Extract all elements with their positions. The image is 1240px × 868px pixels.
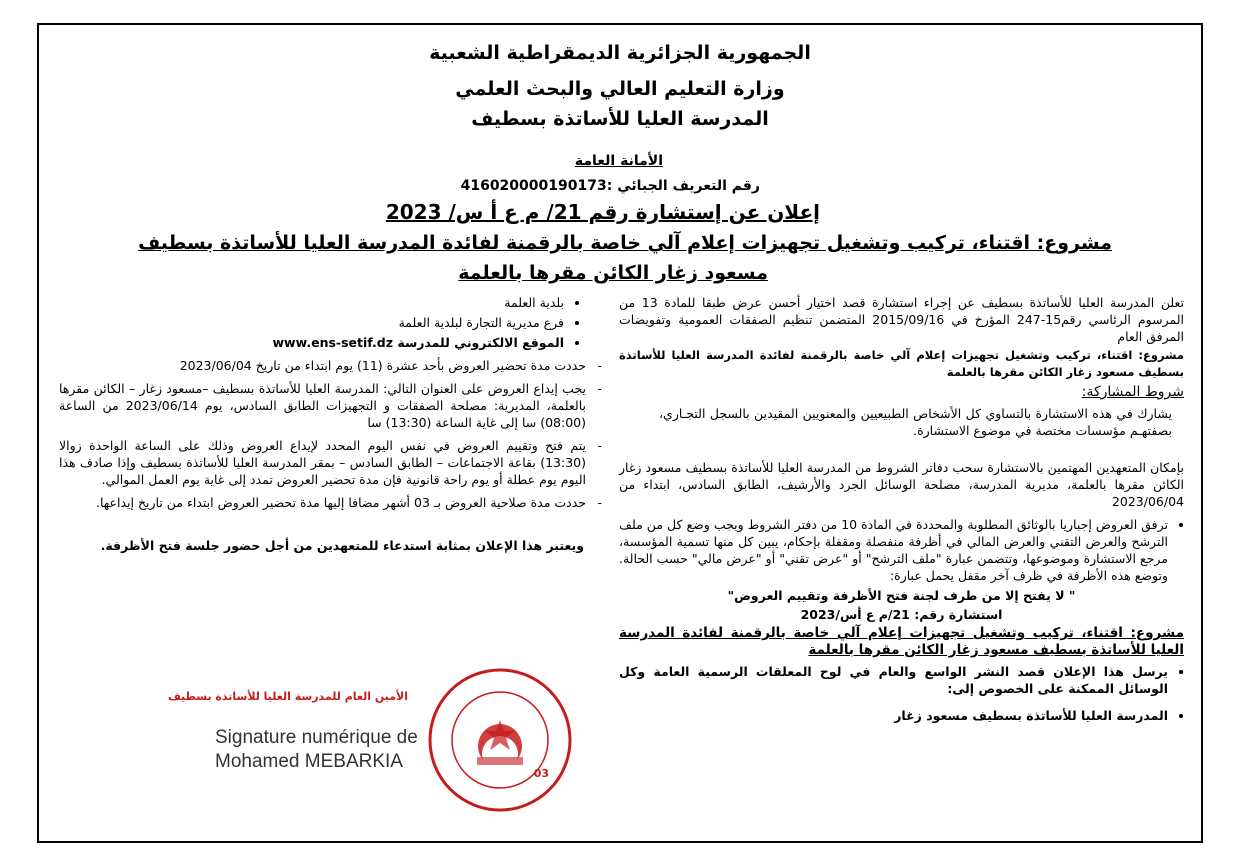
recipient-text: بلدية العلمة	[504, 295, 564, 310]
info-text: حددت مدة تحضير العروض بأحد عشرة (11) يوم ابتداء من تاريخ 2023/06/04	[179, 358, 586, 373]
stamp-title: الأمين العام للمدرسة العليا للأساتذة بسطيف	[167, 690, 408, 703]
intro-paragraph: تعلن المدرسة العليا للأساتذة بسطيف عن إجراء استشارة قصد اختيار أحسن عرض طبقا للمادة 13 من المرسوم الرئاسي رقم15-247 المؤرخ في 2015/09/16 المتضمن تنظيم الصفقات العمومية وتفويضات المرفق العام	[619, 295, 1184, 344]
project-repeat: مشروع: اقتناء، تركيب وتشغيل تجهيزات إعلام آلي خاصة بالرقمنة لفائدة المدرسة العليا للأساتذة بسطيف مسعود زغار الكائن مقرها بالعلمة	[619, 625, 1184, 658]
digital-signature-line2: Mohamed MEBARKIA	[215, 751, 403, 772]
stamp-ring-text	[425, 665, 431, 668]
announcement-title: إعلان عن إستشارة رقم 21/ م ع أ س/ 2023	[385, 200, 820, 224]
offers-item	[619, 516, 1168, 584]
svg-text:وزارة التعليم العالي والبحث ال	[425, 665, 431, 668]
recipient-text: فرع مديرية التجارة لبلدية العلمة	[398, 315, 564, 330]
info-item	[59, 437, 604, 488]
conditions-title: شروط المشاركة:	[1081, 384, 1184, 400]
publish-item	[619, 663, 1168, 697]
recipient-item	[59, 294, 564, 311]
info-text: يتم فتح وتقييم العروض في نفس اليوم المحدد لإيداع العروض وذلك على الساعة الواحدة زوالا (13:30) بقاعة الاجتماعات – الطابق السادس – بمقر المدرسة العليا للأساتذة بسطيف وإذا صادف هذا اليوم يوم عطلة أو يوم راحة قانونية فإن مدة تحضير العروض تمدد إلى غاية يوم العمل الموالي.	[59, 438, 586, 487]
republic-title: الجمهورية الجزائرية الديمقراطية الشعبية	[429, 42, 811, 64]
right-column	[619, 294, 1184, 727]
publish-text: يرسل هذا الإعلان قصد النشر الواسع والعام في لوح المعلقات الرسمية العامة وكل الوسائل الممكنة على الخصوص إلى:	[619, 664, 1168, 696]
recipient-item	[59, 314, 564, 331]
no-open-text: " لا يفتح إلا من طرف لجنة فتح الأظرفة وتقييم العروض"	[727, 588, 1076, 603]
tax-id: رقم التعريف الجبائي :416020000190173	[460, 178, 760, 194]
stamp-number: 03	[533, 767, 549, 780]
digital-signature-line1: Signature numérique de	[215, 727, 418, 748]
withdraw-text: بإمكان المتعهدين المهتمين بالاستشارة سحب دفاتر الشروط من المدرسة العليا للأساتذة بسطيف مسعود زغار الكائن مقرها بالعلمة، مديرية المدرسة، مصلحة الوسائل الجرد والأرشيف، الطابق السادس، ابتداء من 2023/06/04	[619, 460, 1184, 509]
recipient-item	[59, 334, 564, 351]
project-paragraph: مشروع: اقتناء، تركيب وتشغيل تجهيزات إعلام آلي خاصة بالرقمنة لفائدة المدرسة العليا للأساتذة بسطيف مسعود زغار الكائن مقرها بالعلمة	[619, 348, 1184, 379]
info-item	[59, 380, 604, 431]
info-text: حددت مدة صلاحية العروض بـ 03 أشهر مضافا إليها مدة تحضير العروض ابتداء من تاريخ إيداعها.	[95, 495, 586, 510]
project-title-line2: مسعود زغار الكائن مقرها بالعلمة	[458, 262, 768, 284]
invitation-text: ويعتبر هذا الإعلان بمثابة استدعاء للمتعهدين من أجل حضور جلسة فتح الأظرفة.	[100, 538, 584, 553]
offers-text: ترفق العروض إجباريا بالوثائق المطلوبة والمحددة في المادة 10 من دفتر الشروط ويجب وضع كل من ملف الترشح والعرض التقني والعرض المالي في أظرفة منفصلة ومقفلة بإحكام، يبين كل منها تسمية المؤسسة، مرجع الاستشارة وموضوعها، وتتضمن عبارة "ملف الترشح" أو "عرض تقني" أو "عرض مالي" حسب الحالة. وتوضع هذه الأظرفة في ظرف آخر مقفل يحمل عبارة:	[619, 517, 1168, 583]
school-recipient: المدرسة العليا للأساتذة بسطيف مسعود زغار	[894, 708, 1168, 723]
ministry-title: وزارة التعليم العالي والبحث العلمي	[455, 78, 785, 100]
school-title: المدرسة العليا للأساتذة بسطيف	[471, 108, 769, 130]
info-item	[59, 494, 604, 511]
school-recipient-item	[619, 707, 1168, 724]
secretariat-label: الأمانة العامة	[574, 153, 663, 169]
info-text: يجب إيداع العروض على العنوان التالي: المدرسة العليا للأساتذة بسطيف –مسعود زغار – الكائن مقرها بالعلمة، المديرية: مصلحة الصفقات و التجهيزات الطابق السادس، يوم 2023/06/14 من الساعة (08:00) سا إلى غاية الساعة (13:30) سا	[59, 381, 587, 430]
info-item	[59, 357, 604, 374]
consult-number: استشارة رقم: 21/م ع أس/2023	[800, 607, 1003, 622]
official-stamp	[425, 665, 575, 815]
left-column	[59, 294, 604, 556]
recipient-text: الموقع الالكتروني للمدرسة www.ens-setif.dz	[272, 335, 564, 350]
conditions-text: يشارك في هذه الاستشارة بالتساوي كل الأشخاص الطبيعيين والمعنويين المقيدين بالسجل التجـاري، بصفتهـم مؤسسات مختصة في موضوع الاستشارة.	[659, 406, 1172, 438]
stamp-seal-icon	[425, 665, 575, 815]
project-title-line1: مشروع: اقتناء، تركيب وتشغيل تجهيزات إعلام آلي خاصة بالرقمنة لفائدة المدرسة العليا للأساتذة بسطيف	[138, 232, 1112, 254]
